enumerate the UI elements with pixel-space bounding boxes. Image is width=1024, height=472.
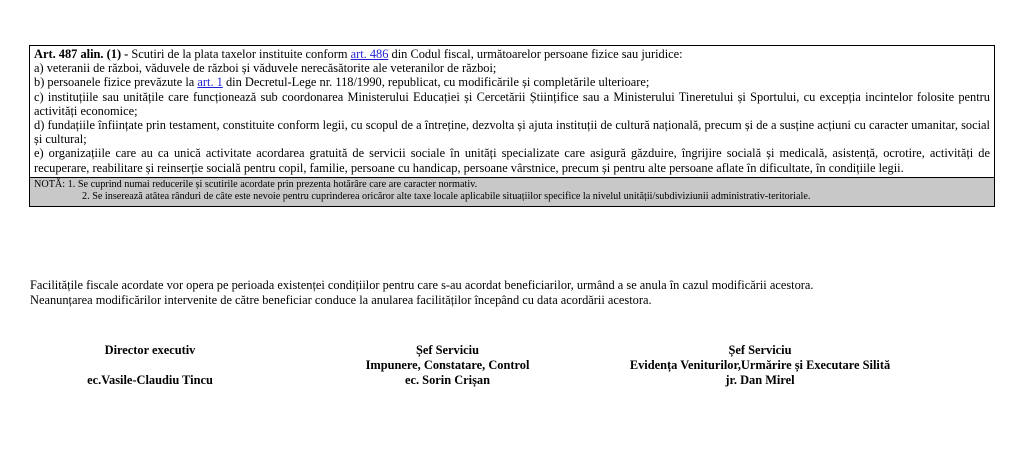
article-text	[30, 46, 994, 177]
signature-sef-evidenta	[575, 343, 945, 387]
item-d: d) fundațiile înființate prin testament, constituite conform legii, cu scopul de a întreține, dezvolta și ajuta instituții de cultură națională, precum și de a susține acțiuni cu caracter umanitar, social și cultural;	[34, 118, 990, 147]
link-art-486[interactable]: art. 486	[350, 47, 389, 61]
article-intro	[34, 47, 990, 61]
signature-dept: Impunere, Constatare, Control	[365, 357, 530, 372]
article-box	[29, 45, 995, 207]
facilities-paragraph	[30, 278, 996, 308]
facilities-line-1: Facilitățile fiscale acordate vor opera pe perioada existenței condițiilor pentru care s-au acordat beneficiarilor, urmând a se anula în cazul modificării acestora.	[30, 278, 814, 292]
article-intro-text-end: din Codul fiscal, următoarelor persoane fizice sau juridice:	[388, 47, 683, 61]
notes-section	[30, 177, 994, 206]
item-b-text-end: din Decretul-Lege nr. 118/1990, republicat, cu modificările și completările ulterioare;	[222, 75, 650, 90]
link-art-1[interactable]: art. 1	[197, 75, 223, 90]
signature-title: Șef Serviciu	[728, 343, 792, 357]
item-a: a) veteranii de război, văduvele de război și văduvele nerecăsătorite ale veteranilor de război;	[34, 61, 497, 76]
item-b-text: b) persoanele fizice prevăzute la	[34, 75, 198, 90]
signature-name: ec. Sorin Crișan	[404, 372, 490, 387]
article-heading: Art. 487 alin. (1) -	[34, 47, 129, 61]
signature-director	[70, 343, 230, 387]
signature-sef-impunere	[340, 343, 555, 387]
item-b	[34, 75, 990, 89]
signature-dept	[70, 358, 230, 373]
signature-title: Director executiv	[104, 343, 196, 357]
signature-name: ec.Vasile-Claudiu Tincu	[87, 372, 213, 387]
signature-title: Șef Serviciu	[416, 343, 479, 357]
item-c: c) instituțiile sau unitățile care funcționează sub coordonarea Ministerului Educației și Cercetării Științifice sau a Ministerului Tineretului și Sportului, cu excepția incintelor folosite pentru activități economice;	[34, 89, 990, 118]
facilities-line-2: Neanunțarea modificărilor intervenite de către beneficiar conduce la anularea facilităților începând cu data acordării acestora.	[30, 292, 652, 307]
signature-name: jr. Dan Mirel	[725, 372, 795, 387]
signature-dept: Evidența Veniturilor,Urmărire și Executare Silită	[629, 357, 891, 372]
note-1: NOTĂ: 1. Se cuprind numai reducerile și scutirile acordate prin prezenta hotărâre care are caracter normativ.	[34, 178, 478, 190]
item-e: e) organizațiile care au ca unică activitate acordarea gratuită de servicii sociale în unități specializate care asigură găzduire, îngrijire socială și medicală, asistență, ocrotire, activități de recuperare, reabilitare și reinserție socială pentru copil, familie, persoane cu handicap, persoane vârstnice, precum și pentru alte persoane aflate în dificultate, în condițiile legii.	[34, 146, 990, 175]
note-2: 2. Se inserează atâtea rânduri de câte este nevoie pentru cuprinderea oricăror alte taxe locale aplicabile situațiilor specifice la nivelul unității/subdiviziunii administrativ-teritoriale.	[82, 191, 811, 203]
article-intro-text: Scutiri de la plata taxelor instituite conform	[128, 47, 351, 61]
